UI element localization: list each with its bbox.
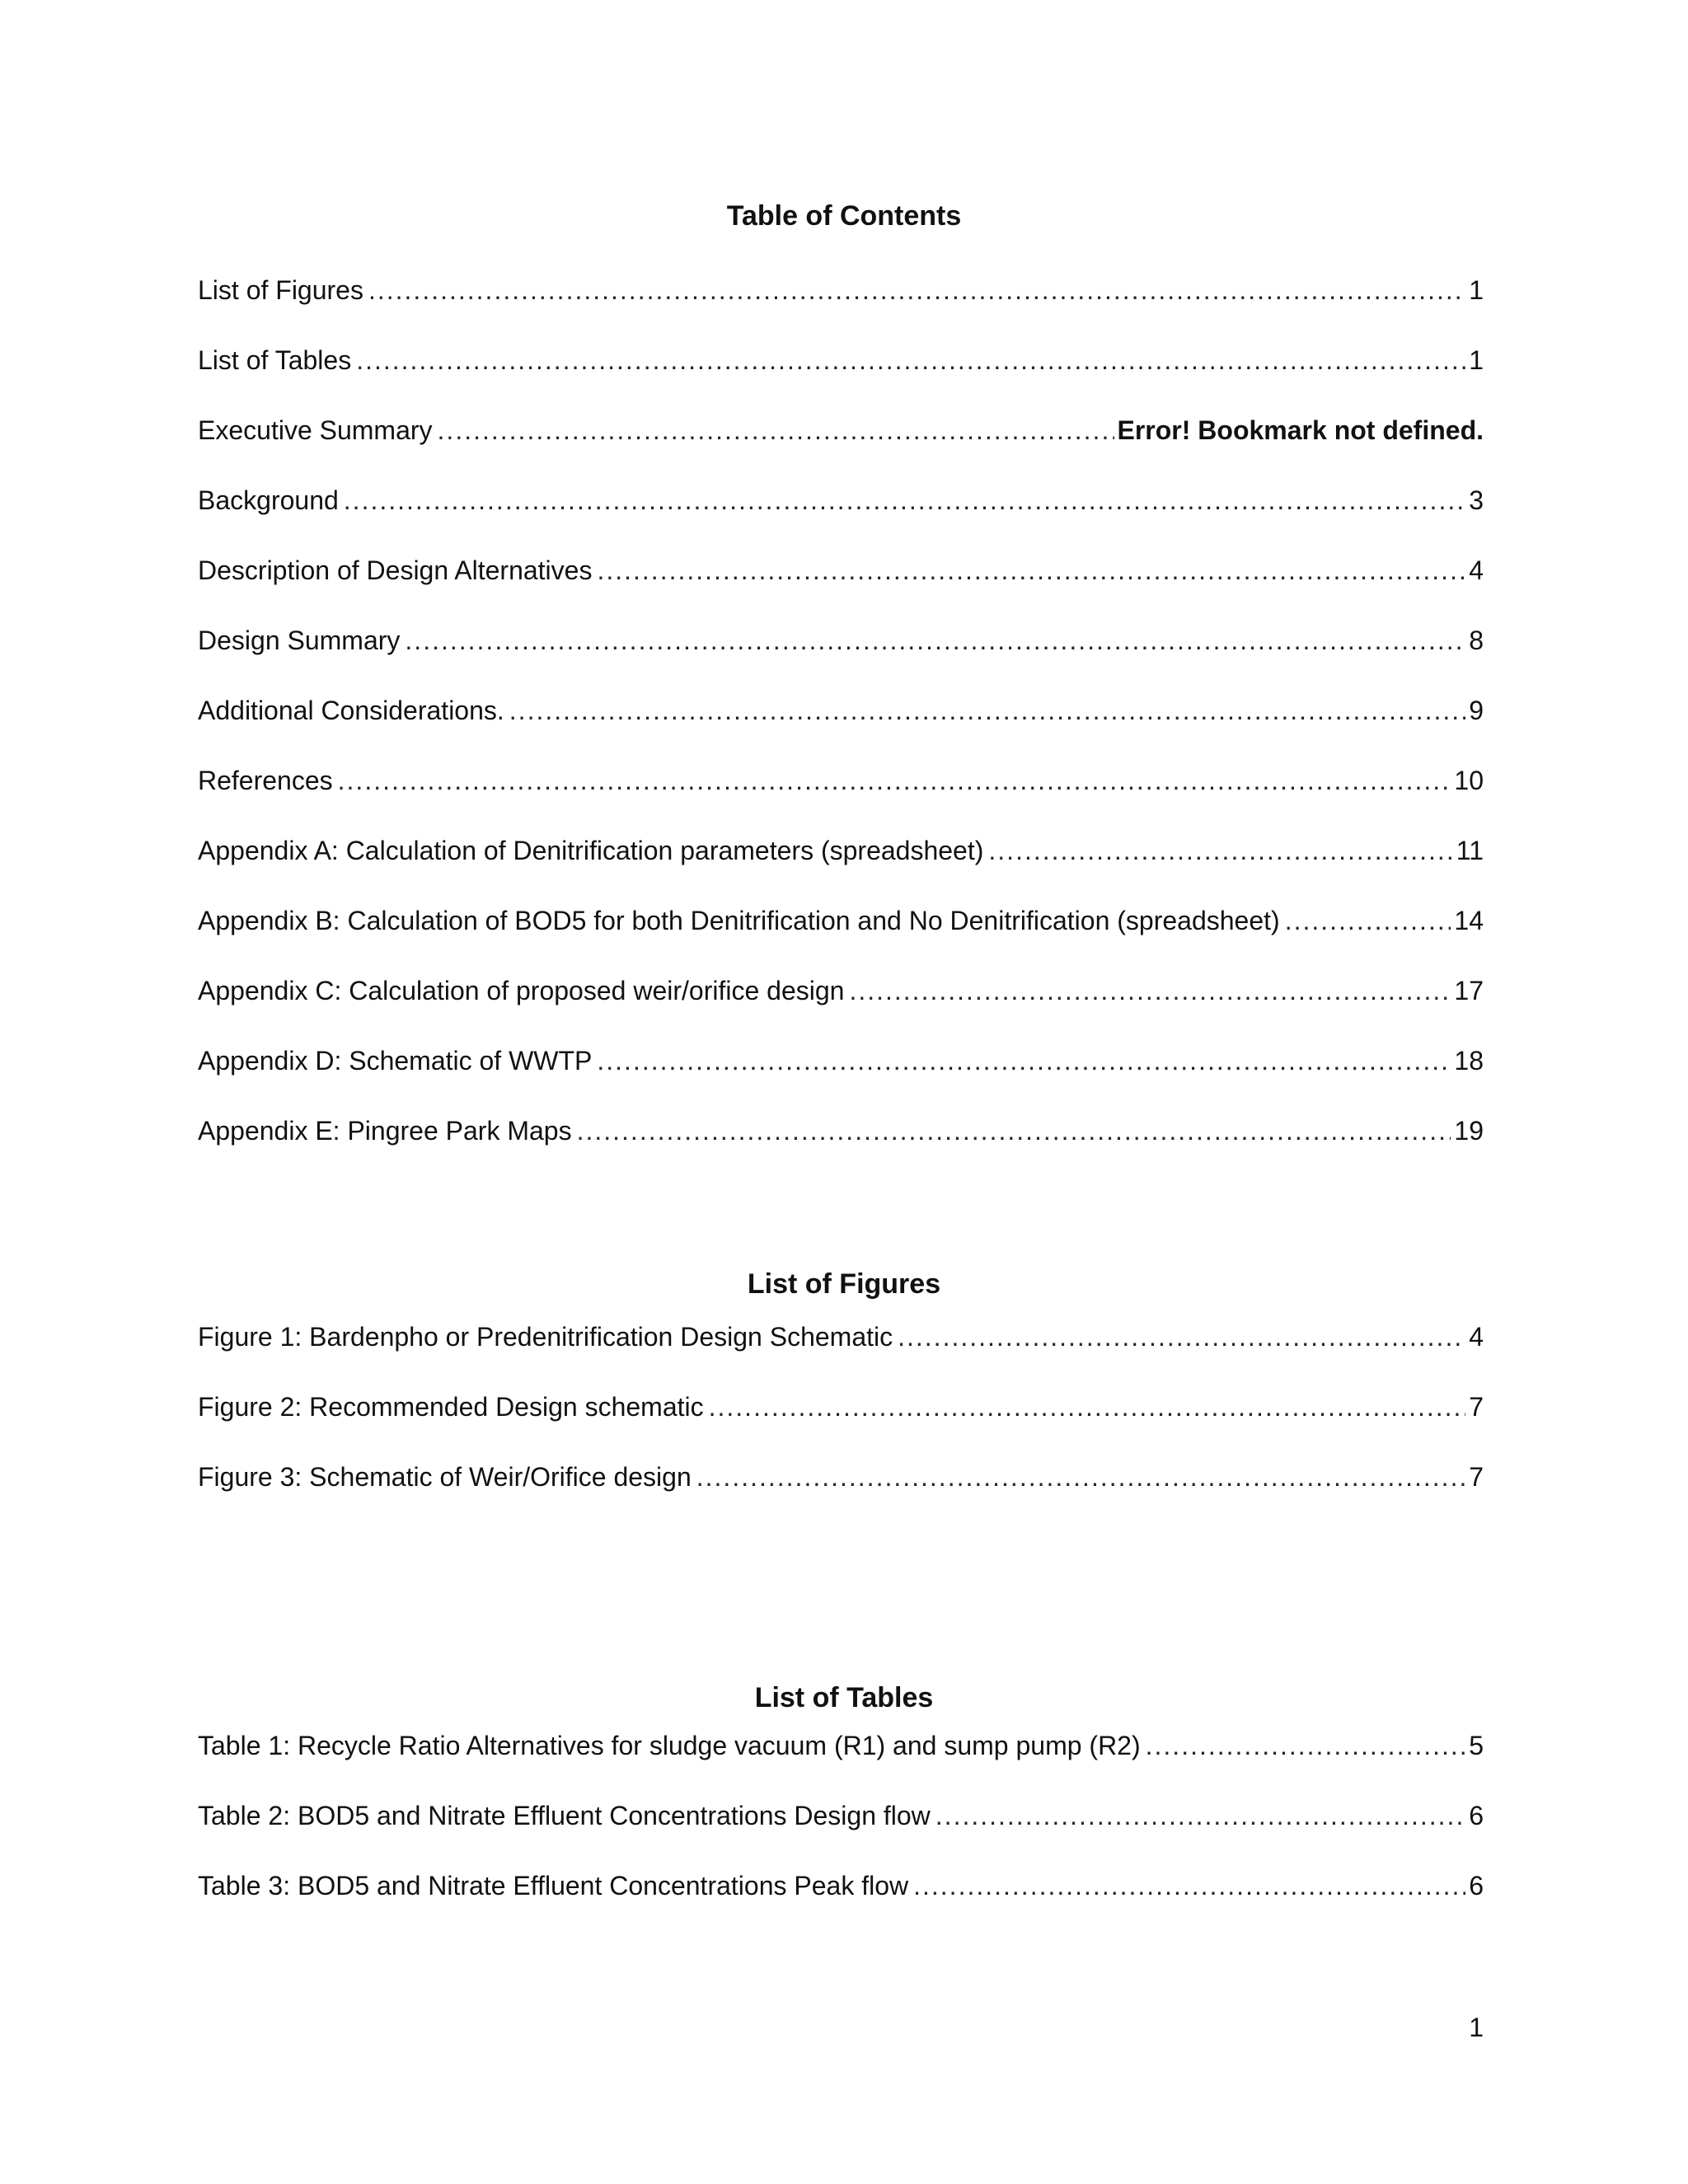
toc-entry-page: 8 bbox=[1469, 626, 1484, 655]
toc-entry-references[interactable] bbox=[198, 762, 1484, 799]
toc-entry-appendix-a[interactable] bbox=[198, 832, 1484, 869]
toc-entry-appendix-b[interactable] bbox=[198, 902, 1484, 939]
toc-entry-additional-considerations[interactable] bbox=[198, 692, 1484, 729]
table-entry-2[interactable] bbox=[198, 1797, 1484, 1834]
toc-entry-title: Appendix B: Calculation of BOD5 for both Denitrification and No Denitrification (spreadsheet) bbox=[198, 906, 1280, 935]
toc-entry-title: List of Tables bbox=[198, 345, 352, 375]
toc-entry-appendix-e[interactable] bbox=[198, 1113, 1484, 1149]
toc-entry-page: 10 bbox=[1454, 766, 1484, 795]
dot-leader bbox=[988, 832, 1452, 869]
figure-entry-title: Figure 3: Schematic of Weir/Orifice design bbox=[198, 1462, 692, 1492]
dot-leader bbox=[597, 552, 1465, 588]
toc-entry-title: Appendix E: Pingree Park Maps bbox=[198, 1116, 572, 1146]
toc-entry-design-summary[interactable] bbox=[198, 622, 1484, 658]
toc-entry-executive-summary[interactable] bbox=[198, 412, 1484, 448]
toc-entry-title: Additional Considerations. bbox=[198, 696, 504, 725]
toc-entry-title: Background bbox=[198, 485, 339, 515]
toc-entry-page: 1 bbox=[1469, 345, 1484, 375]
toc-entry-page: 3 bbox=[1469, 485, 1484, 515]
dot-leader bbox=[849, 972, 1451, 1009]
toc-entry-background[interactable] bbox=[198, 482, 1484, 518]
page-number: 1 bbox=[1469, 2013, 1484, 2042]
figure-entry-2[interactable] bbox=[198, 1389, 1484, 1425]
toc-entry-page: 19 bbox=[1454, 1116, 1484, 1146]
tables-heading: List of Tables bbox=[754, 1682, 934, 1713]
figure-entry-3[interactable] bbox=[198, 1459, 1484, 1495]
toc-entry-page: 9 bbox=[1469, 696, 1484, 725]
dot-leader bbox=[344, 482, 1465, 518]
table-entry-page: 6 bbox=[1469, 1801, 1484, 1830]
figures-heading: List of Figures bbox=[747, 1268, 941, 1300]
toc-entry-page: 18 bbox=[1454, 1046, 1484, 1076]
dot-leader bbox=[338, 762, 1451, 799]
toc-entry-title: Executive Summary bbox=[198, 415, 433, 445]
toc-entry-page: 4 bbox=[1469, 555, 1484, 585]
toc-entry-list-of-tables[interactable] bbox=[198, 342, 1484, 378]
toc-entry-page: 1 bbox=[1469, 275, 1484, 305]
figure-entry-page: 7 bbox=[1469, 1462, 1484, 1492]
dot-leader bbox=[709, 1389, 1466, 1425]
dot-leader bbox=[935, 1797, 1465, 1834]
dot-leader bbox=[577, 1113, 1451, 1149]
dot-leader bbox=[405, 622, 1465, 658]
dot-leader bbox=[438, 412, 1114, 448]
toc-entry-page: 17 bbox=[1454, 976, 1484, 1005]
dot-leader bbox=[696, 1459, 1465, 1495]
table-entry-title: Table 1: Recycle Ratio Alternatives for sludge vacuum (R1) and sump pump (R2) bbox=[198, 1731, 1141, 1760]
figure-entry-1[interactable] bbox=[198, 1319, 1484, 1355]
toc-entry-page: 11 bbox=[1456, 836, 1484, 865]
table-entry-title: Table 3: BOD5 and Nitrate Effluent Concentrations Peak flow bbox=[198, 1871, 909, 1900]
toc-entry-appendix-c[interactable] bbox=[198, 972, 1484, 1009]
dot-leader bbox=[597, 1043, 1451, 1079]
table-entry-1[interactable] bbox=[198, 1727, 1484, 1764]
table-entry-page: 5 bbox=[1469, 1731, 1484, 1760]
table-entry-page: 6 bbox=[1469, 1871, 1484, 1900]
toc-entry-title: Design Summary bbox=[198, 626, 401, 655]
dot-leader bbox=[898, 1319, 1465, 1355]
dot-leader bbox=[913, 1868, 1465, 1904]
toc-entry-title: Appendix D: Schematic of WWTP bbox=[198, 1046, 593, 1076]
toc-entry-list-of-figures[interactable] bbox=[198, 272, 1484, 308]
figure-entry-page: 7 bbox=[1469, 1392, 1484, 1422]
figure-entry-page: 4 bbox=[1469, 1322, 1484, 1352]
toc-entry-appendix-d[interactable] bbox=[198, 1043, 1484, 1079]
toc-entry-title: Appendix C: Calculation of proposed weir/orifice design bbox=[198, 976, 845, 1005]
table-entry-3[interactable] bbox=[198, 1868, 1484, 1904]
toc-entry-title: References bbox=[198, 766, 333, 795]
toc-entry-title: Description of Design Alternatives bbox=[198, 555, 593, 585]
toc-entry-title: Appendix A: Calculation of Denitrification parameters (spreadsheet) bbox=[198, 836, 984, 865]
toc-entry-page-error: Error! Bookmark not defined. bbox=[1117, 415, 1484, 445]
table-entry-title: Table 2: BOD5 and Nitrate Effluent Concentrations Design flow bbox=[198, 1801, 931, 1830]
toc-heading: Table of Contents bbox=[726, 200, 962, 232]
dot-leader bbox=[1285, 902, 1451, 939]
dot-leader bbox=[356, 342, 1465, 378]
toc-entry-design-alternatives[interactable] bbox=[198, 552, 1484, 588]
dot-leader bbox=[1146, 1727, 1466, 1764]
figure-entry-title: Figure 2: Recommended Design schematic bbox=[198, 1392, 704, 1422]
dot-leader bbox=[368, 272, 1465, 308]
figure-entry-title: Figure 1: Bardenpho or Predenitrification Design Schematic bbox=[198, 1322, 893, 1352]
dot-leader bbox=[509, 692, 1465, 729]
toc-entry-title: List of Figures bbox=[198, 275, 363, 305]
toc-entry-page: 14 bbox=[1454, 906, 1484, 935]
